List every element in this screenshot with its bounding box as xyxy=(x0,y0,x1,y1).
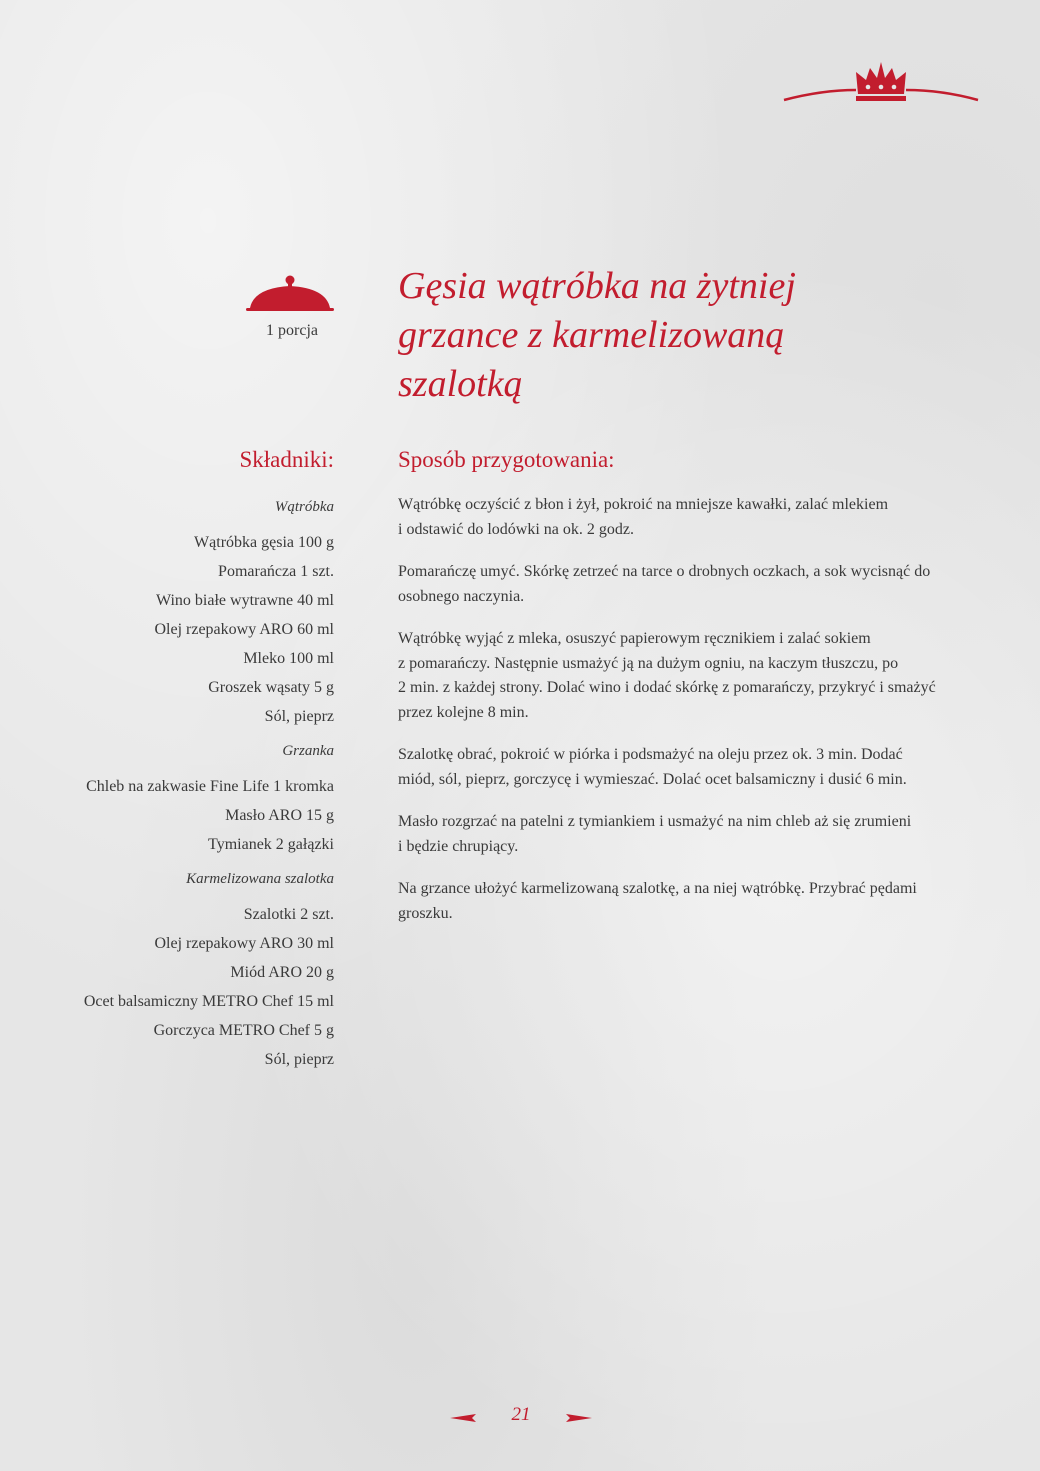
method-heading: Sposób przygotowania: xyxy=(398,447,615,472)
ingredients-section xyxy=(40,445,334,1074)
ingredient-item: Groszek wąsaty 5 g xyxy=(208,679,334,696)
method-line: osobnego naczynia. xyxy=(398,587,525,605)
ingredient-item: Tymianek 2 gałązki xyxy=(208,836,334,853)
right-arrow-icon xyxy=(566,1414,592,1422)
method-step xyxy=(398,810,998,859)
ingredient-item: Mleko 100 ml xyxy=(243,650,334,667)
page-footer xyxy=(450,1400,592,1434)
title-line: szalotką xyxy=(398,363,523,405)
ingredient-item: Olej rzepakowy ARO 30 ml xyxy=(154,935,334,952)
method-line: Wątróbkę wyjąć z mleka, osuszyć papierowym ręcznikiem i zalać sokiem xyxy=(398,630,871,647)
servings-label: 1 porcja xyxy=(266,322,318,339)
ingredient-item: Olej rzepakowy ARO 60 ml xyxy=(154,621,334,638)
title-line: Gęsia wątróbka na żytniej xyxy=(398,265,796,307)
method-step xyxy=(398,743,998,792)
title-line: grzance z karmelizowaną xyxy=(398,314,785,356)
method-line: i odstawić do lodówki na ok. 2 godz. xyxy=(398,520,634,538)
method-line: Masło rozgrzać na patelni z tymiankiem i usmażyć na nim chleb aż się zrumieni xyxy=(398,813,912,830)
ingredient-item: Sól, pieprz xyxy=(264,708,334,725)
method-line: i będzie chrupiący. xyxy=(398,837,519,855)
method-line: Na grzance ułożyć karmelizowaną szalotkę, a na niej wątróbkę. Przybrać pędami xyxy=(398,880,917,897)
method-line: 2 min. z każdej strony. Dolać wino i dodać skórkę z pomarańczy, przykryć i smażyć xyxy=(398,679,936,696)
method-section xyxy=(398,445,998,944)
method-line: z pomarańczy. Następnie usmażyć ją na dużym ogniu, na kaczym tłuszczu, po xyxy=(398,654,899,672)
ingredient-group-title: Grzanka xyxy=(282,743,334,759)
ingredient-item: Gorczyca METRO Chef 5 g xyxy=(153,1022,334,1039)
method-line: Szalotkę obrać, pokroić w piórka i podsmażyć na oleju przez ok. 3 min. Dodać xyxy=(398,746,903,763)
ingredient-item: Chleb na zakwasie Fine Life 1 kromka xyxy=(86,778,334,795)
ingredient-item: Wątróbka gęsia 100 g xyxy=(194,534,334,551)
ingredient-item: Miód ARO 20 g xyxy=(230,964,334,981)
method-line: przez kolejne 8 min. xyxy=(398,703,529,721)
ingredient-item: Wino białe wytrawne 40 ml xyxy=(156,592,334,609)
method-line: miód, sól, pieprz, gorczycę i wymieszać. Dolać ocet balsamiczny i dusić 6 min. xyxy=(398,770,907,788)
cloche-icon xyxy=(246,272,334,314)
method-step xyxy=(398,877,998,926)
ingredient-item: Masło ARO 15 g xyxy=(225,807,334,824)
crown-icon xyxy=(782,58,980,108)
method-line: groszku. xyxy=(398,904,453,922)
ingredient-item: Sól, pieprz xyxy=(264,1051,334,1068)
method-line: Wątróbkę oczyścić z błon i żył, pokroić na mniejsze kawałki, zalać mlekiem xyxy=(398,496,889,513)
page-number: 21 xyxy=(511,1404,531,1425)
ingredient-group-title: Karmelizowana szalotka xyxy=(186,871,334,887)
method-step xyxy=(398,560,998,609)
ingredient-item: Szalotki 2 szt. xyxy=(243,906,334,923)
method-step xyxy=(398,493,998,542)
method-line: Pomarańczę umyć. Skórkę zetrzeć na tarce o drobnych oczkach, a sok wycisnąć do xyxy=(398,563,931,580)
ingredient-item: Ocet balsamiczny METRO Chef 15 ml xyxy=(83,993,334,1010)
recipe-title xyxy=(398,262,958,409)
ingredients-heading: Składniki: xyxy=(239,447,334,472)
ingredient-group-title: Wątróbka xyxy=(274,499,334,515)
ingredient-item: Pomarańcza 1 szt. xyxy=(218,563,334,580)
method-step xyxy=(398,627,998,725)
